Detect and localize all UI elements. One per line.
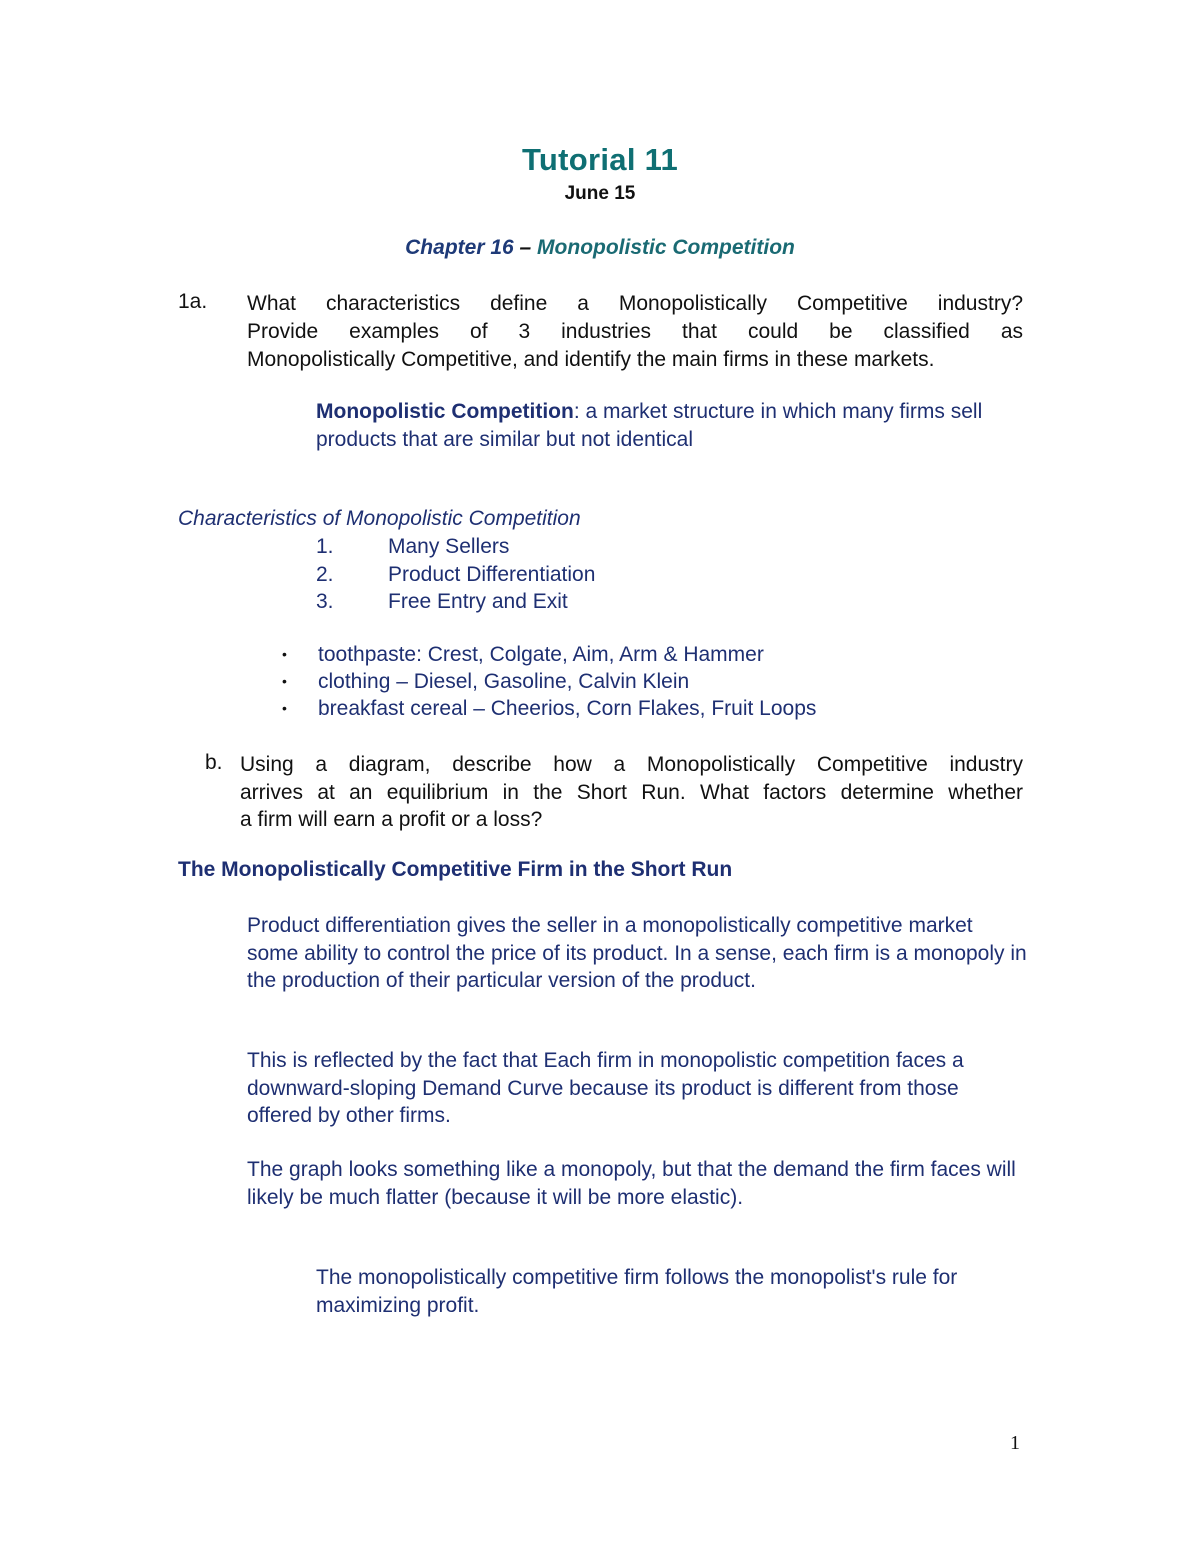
list-item-text: Many Sellers bbox=[388, 535, 510, 558]
section-heading: The Monopolistically Competitive Firm in the Short Run bbox=[178, 858, 733, 881]
list-item bbox=[316, 561, 595, 589]
question-b-line: a firm will earn a profit or a loss? bbox=[240, 808, 543, 831]
question-b-text bbox=[240, 751, 1023, 834]
definition-text: : a market structure in which many firms sell products that are similar but not identical bbox=[316, 400, 983, 451]
chapter-number: Chapter 16 bbox=[405, 236, 514, 259]
list-item bbox=[282, 641, 816, 668]
page-number: 1 bbox=[1010, 1432, 1020, 1454]
list-item-number: 2. bbox=[316, 562, 334, 586]
question-b-line: Using a diagram, describe how a Monopolistically Competitive industry bbox=[240, 753, 1023, 776]
example-text: clothing – Diesel, Gasoline, Calvin Klein bbox=[318, 670, 690, 693]
chapter-topic: Monopolistic Competition bbox=[537, 236, 795, 259]
chapter-dash: – bbox=[513, 236, 538, 259]
definition bbox=[316, 398, 996, 454]
list-item bbox=[282, 668, 816, 695]
list-item-number: 3. bbox=[316, 590, 334, 613]
definition-term: Monopolistic Competition bbox=[316, 400, 574, 423]
example-text: toothpaste: Crest, Colgate, Aim, Arm & Hammer bbox=[318, 643, 764, 666]
question-1a-line: Provide examples of 3 industries that could be classified as bbox=[247, 320, 1023, 343]
list-item bbox=[316, 588, 595, 616]
chapter-heading bbox=[0, 236, 1200, 260]
question-b-line: arrives at an equilibrium in the Short Run. What factors determine whether bbox=[240, 780, 1023, 804]
tutorial-date: June 15 bbox=[564, 183, 636, 204]
list-item bbox=[316, 533, 595, 561]
page-title: Tutorial 11 bbox=[521, 142, 679, 177]
paragraph: The graph looks something like a monopoly, but that the demand the firm faces will likely be much flatter (because it will be more elastic). bbox=[247, 1158, 1016, 1209]
examples-list bbox=[282, 641, 816, 722]
list-item-text: Free Entry and Exit bbox=[388, 590, 568, 613]
example-text: breakfast cereal – Cheerios, Corn Flakes, Fruit Loops bbox=[318, 697, 817, 720]
question-b-label: b. bbox=[205, 751, 223, 774]
bullet-icon: • bbox=[282, 700, 287, 716]
paragraph: This is reflected by the fact that Each firm in monopolistic competition faces a downward-sloping Demand Curve because its product is different from those offered by other firms. bbox=[247, 1049, 964, 1127]
question-1a-line: What characteristics define a Monopolistically Competitive industry? bbox=[247, 292, 1023, 315]
bullet-icon: • bbox=[282, 673, 287, 689]
question-1a-label: 1a. bbox=[178, 290, 208, 313]
bullet-icon: • bbox=[282, 646, 287, 662]
list-item-number: 1. bbox=[316, 535, 334, 558]
paragraph: Product differentiation gives the seller in a monopolistically competitive market some ability to control the price of its product. In a sense, each firm is a monopoly in the production of their particular version of the product. bbox=[247, 914, 1027, 992]
list-item-text: Product Differentiation bbox=[388, 562, 596, 586]
list-item bbox=[282, 695, 816, 722]
characteristics-heading: Characteristics of Monopolistic Competition bbox=[178, 507, 581, 530]
question-1a-line: Monopolistically Competitive, and identify the main firms in these markets. bbox=[247, 348, 935, 371]
characteristics-list bbox=[316, 533, 595, 616]
paragraph: The monopolistically competitive firm follows the monopolist's rule for maximizing profit. bbox=[316, 1266, 958, 1317]
question-1a-text bbox=[247, 290, 1023, 374]
